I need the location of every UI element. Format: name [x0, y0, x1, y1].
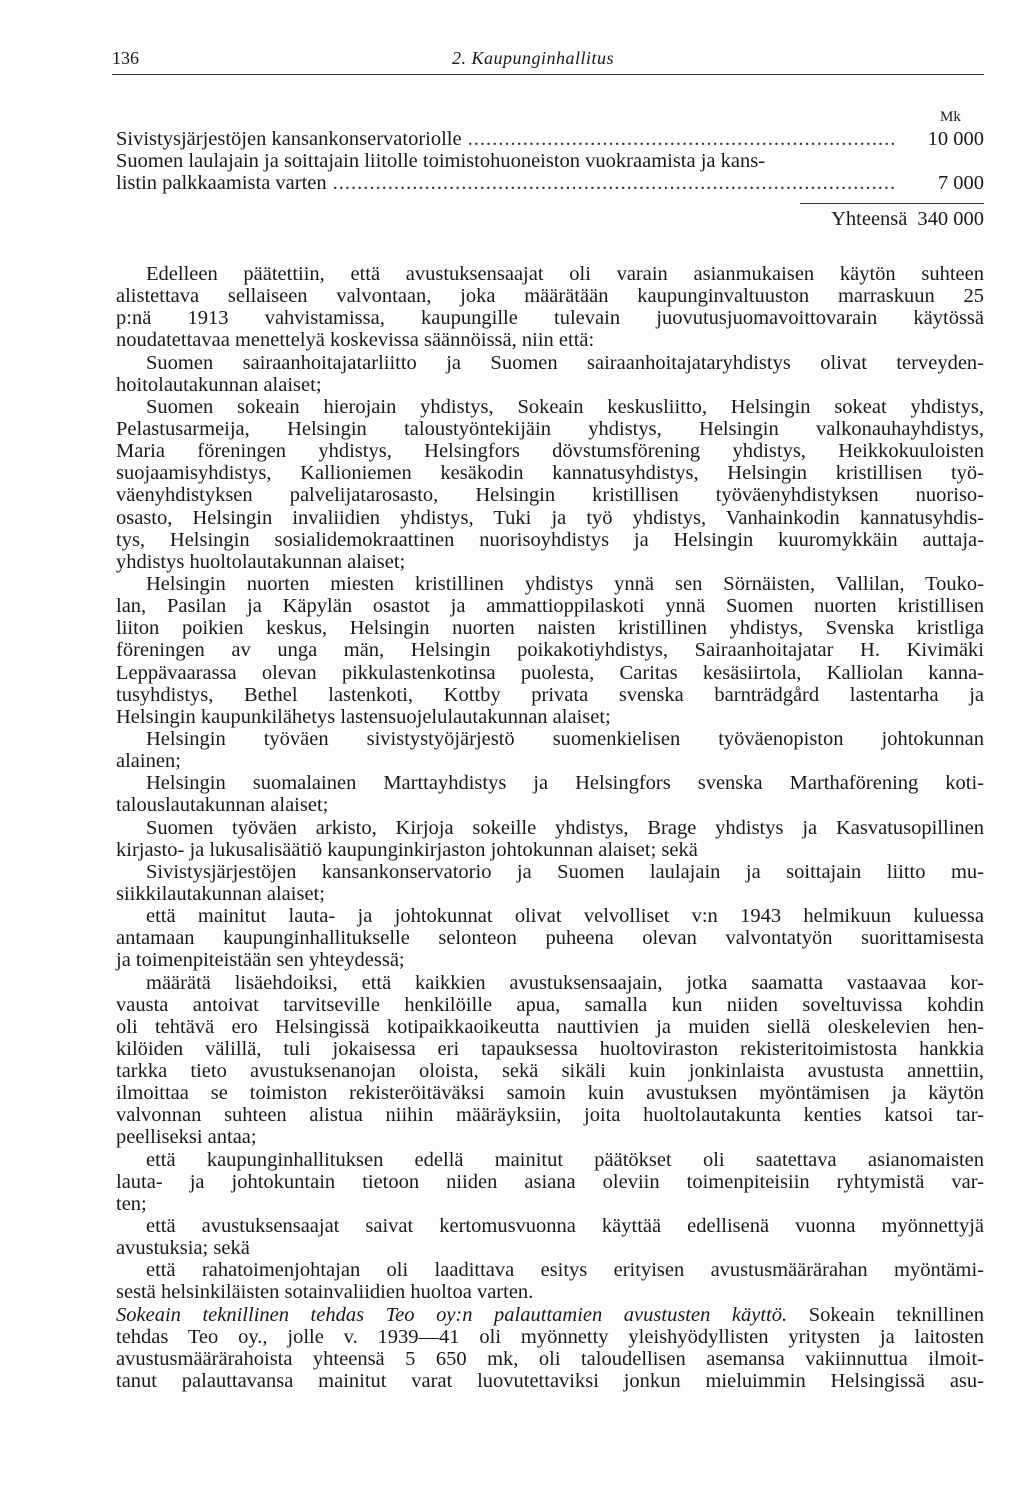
text-line: kilöiden välillä, tuli jokaisessa eri tapauksessa huoltoviraston rekisteritoimistosta hankkia — [116, 1037, 984, 1060]
text-line: föreningen av unga män, Helsingin poikakotiyhdistys, Sairaanhoitajatar H. Kivimäki — [116, 639, 984, 662]
text-line: tarkka tieto avustuksenanojan oloista, sekä sikäli kuin jonkinlaista avustusta annettiin, — [116, 1060, 984, 1083]
text-line: lauta- ja johtokuntain tietoon niiden asiana oleviin toimenpiteisiin ryhtymistä var- — [116, 1170, 984, 1193]
text-line: peelliseksi antaa; — [116, 1126, 257, 1149]
text-line: liiton poikien keskus, Helsingin nuorten naisten kristillinen yhdistys, Svenska kristliga — [116, 617, 984, 640]
text-line: tanut palauttavansa mainitut varat luovutettaviksi jonkun mieluimmin Helsingissä asu- — [116, 1370, 984, 1393]
text-line: p:nä 1913 vahvistamissa, kaupungille tulevain juovutusjuomavoittovarain käytössä — [116, 307, 984, 330]
running-title: 2. Kaupunginhallitus — [452, 48, 615, 68]
ledger-row — [116, 172, 984, 194]
text-line: kirjasto- ja lukusalisäätiö kaupunginkirjaston johtokunnan alaiset; sekä — [116, 838, 698, 861]
text-line: ilmoittaa se toimiston rekisteröitäväksi samoin kuin avustuksen myöntämisen ja käytön — [116, 1082, 984, 1105]
text-line: Leppävaarassa olevan pikkulastenkotinsa puolesta, Caritas kesäsiirtola, Kalliolan kanna- — [116, 661, 984, 684]
ledger-row — [116, 128, 984, 150]
text-line: Suomen työväen arkisto, Kirjoja sokeille yhdistys, Brage yhdistys ja Kasvatusopillinen — [146, 816, 984, 839]
text-line: Suomen sairaanhoitajatarliitto ja Suomen sairaanhoitajataryhdistys olivat terveyden- — [146, 351, 984, 374]
text-line: tehdas Teo oy., jolle v. 1939—41 oli myönnetty yleishyödyllisten yritysten ja laitosten — [116, 1325, 984, 1348]
ledger-amount: 10 000 — [927, 128, 984, 150]
text-line: oli tehtävä ero Helsingissä kotipaikkaoikeutta nauttivien ja muiden siellä oleskelevien hen- — [116, 1015, 984, 1038]
body-lines — [116, 263, 984, 1304]
text-line: osasto, Helsingin invaliidien yhdistys, Tuki ja työ yhdistys, Vanhainkodin kannatusyhdis- — [116, 506, 984, 529]
text-line: määrätä lisäehdoiksi, että kaikkien avustuksensaajain, jotka saamatta vastaavaa kor- — [146, 971, 984, 994]
text-line: ten; — [116, 1192, 147, 1215]
text-line: sestä helsinkiläisten sotainvaliidien huoltoa varten. — [116, 1281, 534, 1304]
body-text — [116, 263, 984, 1392]
text-fragment: Sokeain teknillinen — [808, 1303, 985, 1326]
text-line: alainen; — [116, 750, 181, 773]
text-line — [116, 1304, 984, 1326]
text-line: Sivistysjärjestöjen kansankonservatorio ja Suomen laulajain ja soittajain liitto mu- — [146, 860, 984, 883]
text-line: Edelleen päätettiin, että avustuksensaajat oli varain asianmukaisen käytön suhteen — [146, 263, 984, 285]
header-rule — [112, 74, 984, 75]
currency-unit: Mk — [940, 109, 961, 125]
text-line: Maria föreningen yhdistys, Helsingfors dövstumsförening yhdistys, Heikkokuuloisten — [116, 440, 984, 463]
text-line: Suomen sokeain hierojain yhdistys, Sokeain keskusliitto, Helsingin sokeat yhdistys, — [146, 395, 984, 418]
leader-dots — [333, 172, 894, 194]
text-line: että rahatoimenjohtajan oli laadittava esitys erityisen avustusmäärärahan myöntämi- — [146, 1259, 984, 1282]
section-heading: Sokeain teknillinen tehdas Teo oy:n palauttamien avustusten käyttö. — [116, 1303, 788, 1326]
text-line: ja toimenpiteistään sen yhteydessä; — [116, 949, 405, 972]
ledger-table — [116, 128, 984, 194]
total-label: Yhteensä — [831, 208, 908, 230]
text-line: tys, Helsingin sosialidemokraattinen nuorisoyhdistys ja Helsingin kuuromykkäin auttaja- — [116, 528, 984, 551]
text-line: siikkilautakunnan alaiset; — [116, 882, 325, 905]
ledger-row — [116, 150, 984, 172]
text-line: avustuksia; sekä — [116, 1237, 250, 1260]
text-line: talouslautakunnan alaiset; — [116, 794, 329, 817]
text-line: että avustuksensaajat saivat kertomusvuonna käyttää edellisenä vuonna myönnettyjä — [146, 1215, 984, 1238]
page-number: 136 — [112, 48, 139, 68]
ledger-total — [800, 208, 984, 231]
total-amount: 340 000 — [917, 208, 984, 230]
text-line: Helsingin suomalainen Marttayhdistys ja Helsingfors svenska Marthaförening koti- — [146, 772, 984, 795]
text-line: Helsingin kaupunkilähetys lastensuojelulautakunnan alaiset; — [116, 705, 611, 728]
text-line: että mainitut lauta- ja johtokunnat olivat velvolliset v:n 1943 helmikuun kuluessa — [146, 905, 984, 928]
text-line: tusyhdistys, Bethel lastenkoti, Kottby privata svenska barnträdgård lastentarha ja — [116, 683, 984, 706]
text-line: avustusmäärärahoista yhteensä 5 650 mk, oli taloudellisen asemansa vakiinnuttua ilmoit- — [116, 1347, 984, 1370]
text-line: lan, Pasilan ja Käpylän osastot ja ammattioppilaskoti ynnä Suomen nuorten kristillisen — [116, 595, 984, 618]
text-line: että kaupunginhallituksen edellä mainitut päätökset oli saatettava asianomaisten — [146, 1148, 984, 1171]
total-rule — [800, 203, 984, 204]
ledger-label: Suomen laulajain ja soittajain liitolle toimistohuoneiston vuokraamista ja kans- — [116, 150, 766, 172]
text-line: Helsingin työväen sivistystyöjärjestö suomenkielisen työväenopiston johtokunnan — [146, 727, 984, 750]
text-line: Helsingin nuorten miesten kristillinen yhdistys ynnä sen Sörnäisten, Vallilan, Touko- — [146, 572, 984, 595]
text-line: alistettava sellaiseen valvontaan, joka määrätään kaupunginvaltuuston marraskuun 25 — [116, 285, 984, 308]
text-line: antamaan kaupunginhallitukselle selonteon puheena olevan valvontatyön suorittamisesta — [116, 927, 984, 950]
text-line: vausta antoivat tarvitseville henkilöille apua, samalla kun niiden soveltuvissa kohdin — [116, 993, 984, 1016]
text-line: noudatettavaa menettelyä koskevissa säännöissä, niin että: — [116, 329, 595, 352]
text-line: hoitolautakunnan alaiset; — [116, 373, 322, 396]
text-line: valvonnan suhteen alistua niihin määräyksiin, joita huoltolautakunta kenties katsoi tar- — [116, 1104, 984, 1127]
ledger-amount: 7 000 — [937, 172, 984, 194]
text-line: Pelastusarmeija, Helsingin taloustyöntekijäin yhdistys, Helsingin valkonauhayhdistys, — [116, 417, 984, 440]
ledger-label: Sivistysjärjestöjen kansankonservatoriolle — [116, 128, 462, 150]
text-line: yhdistys huoltolautakunnan alaiset; — [116, 550, 406, 573]
text-line: suojaamisyhdistys, Kallioniemen kesäkodin kannatusyhdistys, Helsingin kristillisen työ- — [116, 462, 984, 485]
text-line: väenyhdistyksen palvelijatarosasto, Helsingin kristillisen työväenyhdistyksen nuoriso- — [116, 484, 984, 507]
ledger-label: listin palkkaamista varten — [116, 172, 327, 194]
leader-dots — [468, 128, 894, 150]
